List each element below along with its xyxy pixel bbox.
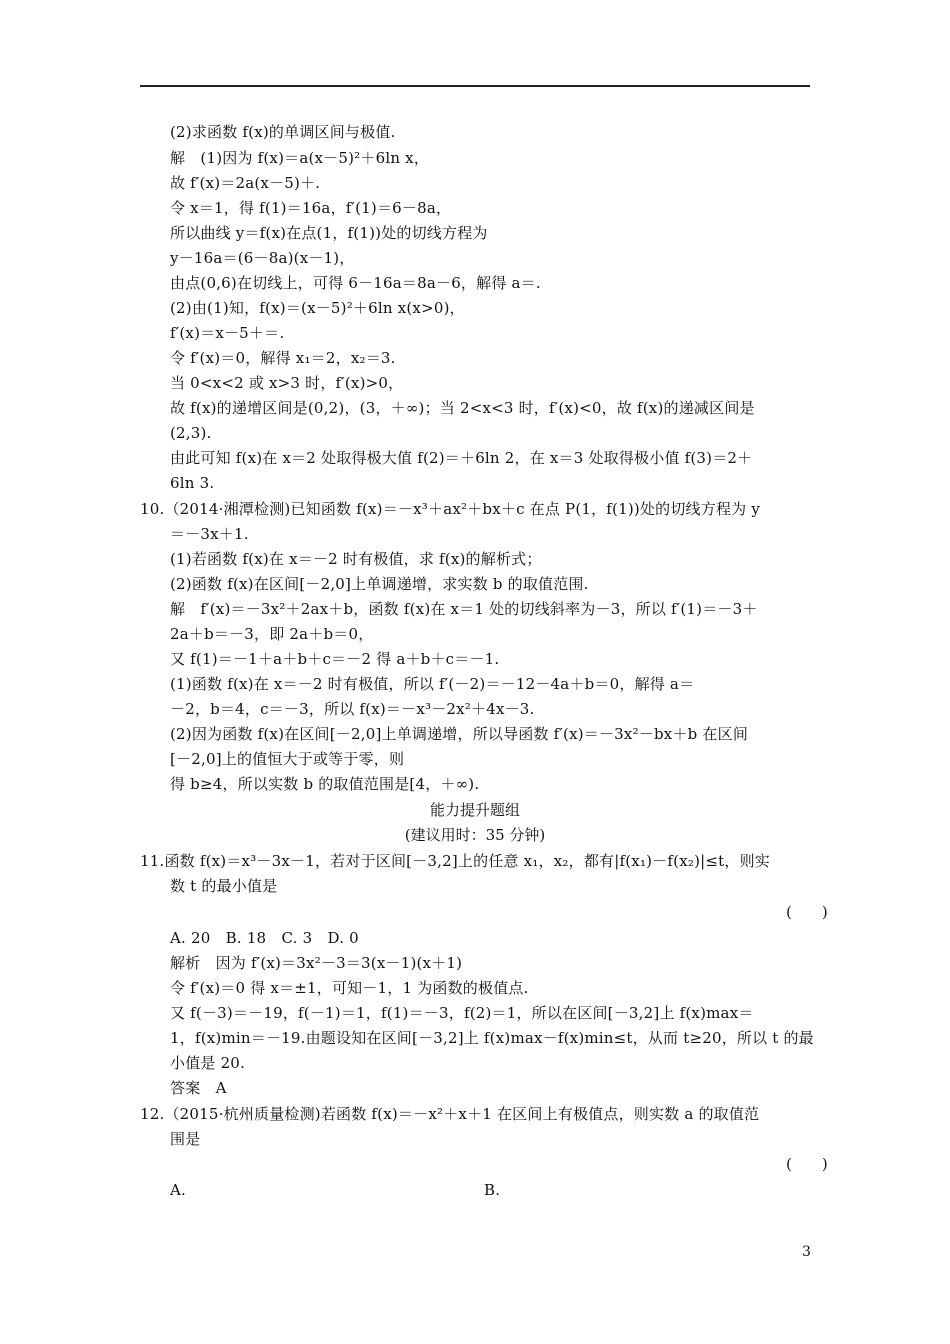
question-10-line: 10.（2014·湘潭检测)已知函数 f(x)＝－x³＋ax²＋bx＋c 在点 P(1，f(1))处的切线方程为 y [140,500,761,518]
text-line: [－2,0]上的值恒大于或等于零，则 [170,750,405,768]
text-line: (2)求函数 f(x)的单调区间与极值. [170,123,396,141]
text-line: 2a＋b＝－3，即 2a＋b＝0， [170,625,374,643]
text-line: (2)因为函数 f(x)在区间[－2,0]上单调递增，所以导函数 f′(x)＝－3x²－bx＋b 在区间 [170,725,749,743]
section-subtitle: (建议用时：35 分钟) [404,826,546,844]
text-line: －2，b＝4，c＝－3，所以 f(x)＝－x³－2x²＋4x－3. [170,700,535,718]
text-line: 令 f′(x)＝0，解得 x₁＝2，x₂＝3. [170,349,396,367]
text-line: 又 f(－3)＝－19，f(－1)＝1，f(1)＝－3，f(2)＝1，所以在区间[－3,2]上 f(x)max＝ [170,1004,754,1022]
choice-b: B. [484,1181,501,1199]
section-title: 能力提升题组 [429,801,520,819]
choice-a: A. [170,1181,187,1199]
text-line: 1，f(x)min＝－19.由题设知在区间[－3,2]上 f(x)max－f(x)min≤t，从而 t≥20，所以 t 的最 [170,1029,814,1047]
text-line: 得 b≥4，所以实数 b 的取值范围是[4，＋∞). [170,775,480,793]
page-number: 3 [802,1244,811,1260]
question-11-line: 11.函数 f(x)＝x³－3x－1，若对于区间[－3,2]上的任意 x₁，x₂，都有|f(x₁)－f(x₂)|≤t，则实 [140,852,770,870]
choices-line: A. 20 B. 18 C. 3 D. 0 [170,929,359,947]
text-line: 解 f′(x)＝－3x²＋2ax＋b，函数 f(x)在 x＝1 处的切线斜率为－3，所以 f′(1)＝－3＋ [170,600,758,618]
text-line: y－16a＝(6－8a)(x－1)， [170,249,355,267]
question-12-line: 12.（2015·杭州质量检测)若函数 f(x)＝－x²＋x＋1 在区间上有极值点，则实数 a 的取值范 [140,1105,760,1123]
text-line: 围是 [170,1130,201,1148]
answer-bracket: ( ) [786,1155,828,1173]
text-line: 小值是 20. [170,1054,246,1072]
text-line: (2)函数 f(x)在区间[－2,0]上单调递增，求实数 b 的取值范围. [170,575,589,593]
text-line: 故 f′(x)＝2a(x－5)＋. [170,174,321,192]
text-line: (2)由(1)知，f(x)＝(x－5)²＋6ln x(x>0)， [170,299,465,317]
text-line: f′(x)＝x－5＋＝. [170,324,285,342]
text-line: 令 x＝1，得 f(1)＝16a，f′(1)＝6－8a， [170,199,452,217]
text-line: ＝－3x＋1. [170,525,249,543]
text-line: 由此可知 f(x)在 x＝2 处取得极大值 f(2)＝＋6ln 2，在 x＝3 处取得极小值 f(3)＝2＋ [170,449,753,467]
text-line: (2,3). [170,424,212,442]
text-line: 数 t 的最小值是 [170,877,278,895]
text-line: 解 (1)因为 f(x)＝a(x－5)²＋6ln x， [170,149,430,167]
answer-bracket: ( ) [786,903,828,921]
text-line: 又 f(1)＝－1＋a＋b＋c＝－2 得 a＋b＋c＝－1. [170,650,500,668]
text-line: 当 0<x<2 或 x>3 时，f′(x)>0， [170,374,404,392]
text-line: (1)函数 f(x)在 x＝－2 时有极值，所以 f′(－2)＝－12－4a＋b＝0，解得 a＝ [170,675,695,693]
text-line: 6ln 3. [170,474,215,492]
header-rule [140,85,810,87]
text-line: (1)若函数 f(x)在 x＝－2 时有极值，求 f(x)的解析式； [170,550,542,568]
text-line: 由点(0,6)在切线上，可得 6－16a＝8a－6，解得 a＝. [170,274,541,292]
text-line: 所以曲线 y＝f(x)在点(1，f(1))处的切线方程为 [170,224,488,242]
text-line: 令 f′(x)＝0 得 x＝±1，可知－1，1 为函数的极值点. [170,979,529,997]
text-line: 解析 因为 f′(x)＝3x²－3＝3(x－1)(x＋1) [170,954,463,972]
text-line: 故 f(x)的递增区间是(0,2)，(3，＋∞)；当 2<x<3 时，f′(x)<0，故 f(x)的递减区间是 [170,399,755,417]
answer-line: 答案 A [170,1079,227,1097]
